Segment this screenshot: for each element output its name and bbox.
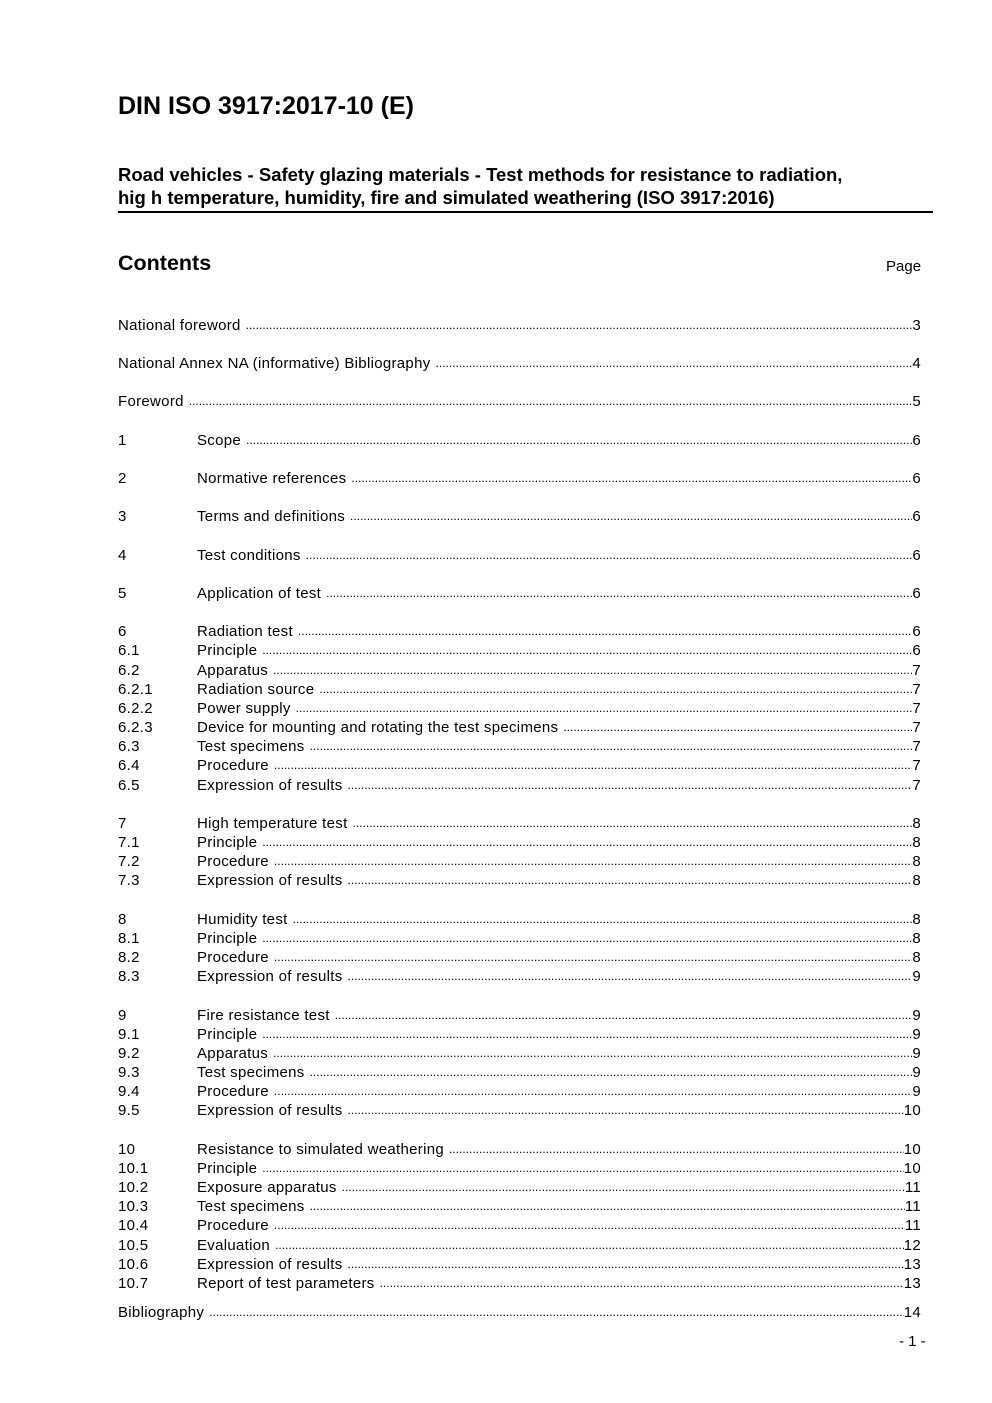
toc-entry-title: Test specimens: [197, 738, 305, 755]
toc-entry-page: 6: [912, 623, 921, 640]
toc-entry[interactable]: [118, 1044, 921, 1063]
toc-entry-title: Exposure apparatus: [197, 1179, 337, 1196]
toc-entry-page: 9: [912, 1007, 921, 1024]
toc-dot-leader: [189, 392, 913, 411]
toc-entry[interactable]: [118, 756, 921, 775]
toc-entry[interactable]: [118, 776, 921, 795]
toc-entry-page: 7: [912, 662, 921, 679]
toc-entry[interactable]: [118, 1274, 921, 1293]
toc-entry-title: Normative references: [197, 470, 347, 487]
toc-dot-leader: [348, 1101, 904, 1120]
toc-entry-page: 9: [912, 1026, 921, 1043]
toc-entry-page: 12: [903, 1237, 921, 1254]
toc-dot-leader: [274, 1216, 905, 1235]
toc-entry-number: 8.3: [118, 968, 140, 985]
toc-entry-number: 10.2: [118, 1179, 149, 1196]
toc-entry-page: 6: [912, 432, 921, 449]
toc-entry-page: 3: [912, 317, 921, 334]
toc-entry-page: 6: [912, 642, 921, 659]
toc-dot-leader: [319, 680, 912, 699]
toc-entry-title: High temperature test: [197, 815, 348, 832]
toc-entry-title: Expression of results: [197, 872, 343, 889]
toc-entry[interactable]: [118, 871, 921, 890]
toc-entry-page: 6: [912, 470, 921, 487]
toc-entry-title: Foreword: [118, 393, 184, 410]
toc-entry[interactable]: [118, 699, 921, 718]
toc-dot-leader: [274, 756, 912, 775]
toc-entry-number: 5: [118, 585, 127, 602]
toc-entry-number: 9.5: [118, 1102, 140, 1119]
toc-entry-title: Procedure: [197, 1217, 269, 1234]
toc-entry[interactable]: [118, 1255, 921, 1274]
toc-entry-title: National foreword: [118, 317, 241, 334]
toc-dot-leader: [246, 431, 912, 450]
toc-dot-leader: [306, 546, 913, 565]
toc-dot-leader: [209, 1303, 904, 1322]
toc-dot-leader: [275, 1236, 904, 1255]
toc-dot-leader: [273, 661, 912, 680]
toc-entry[interactable]: [118, 852, 921, 871]
toc-entry[interactable]: [118, 910, 921, 929]
toc-entry-number: 6: [118, 623, 127, 640]
toc-entry-number: 6.4: [118, 757, 140, 774]
toc-entry[interactable]: [118, 546, 921, 565]
toc-entry-page: 6: [912, 547, 921, 564]
toc-entry-page: 4: [912, 355, 921, 372]
toc-entry-page: 8: [912, 853, 921, 870]
toc-entry-title: Scope: [197, 432, 242, 449]
toc-entry[interactable]: [118, 833, 921, 852]
toc-dot-leader: [350, 507, 912, 526]
toc-entry-page: 14: [903, 1304, 921, 1321]
toc-entry-title: Procedure: [197, 1083, 269, 1100]
toc-entry-number: 6.3: [118, 738, 140, 755]
toc-entry-title: Expression of results: [197, 1102, 343, 1119]
toc-entry-page: 6: [912, 585, 921, 602]
toc-entry-title: Resistance to simulated weathering: [197, 1141, 444, 1158]
toc-entry-number: 6.2.1: [118, 681, 153, 698]
toc-entry-number: 10.3: [118, 1198, 149, 1215]
toc-entry-page: 8: [912, 930, 921, 947]
toc-entry[interactable]: [118, 316, 921, 335]
toc-entry[interactable]: [118, 641, 921, 660]
toc-entry-page: 8: [912, 834, 921, 851]
contents-heading: Contents: [118, 251, 212, 275]
toc-entry[interactable]: [118, 1082, 921, 1101]
toc-entry-number: 3: [118, 508, 127, 525]
toc-entry-number: 8.2: [118, 949, 140, 966]
toc-entry-number: 10.1: [118, 1160, 149, 1177]
toc-entry[interactable]: [118, 1101, 921, 1120]
toc-entry-title: Apparatus: [197, 662, 269, 679]
toc-dot-leader: [293, 910, 913, 929]
toc-entry[interactable]: [118, 814, 921, 833]
toc-entry[interactable]: [118, 737, 921, 756]
toc-entry[interactable]: [118, 718, 921, 737]
toc-entry-title: Fire resistance test: [197, 1007, 330, 1024]
toc-dot-leader: [262, 641, 912, 660]
toc-entry-number: 9: [118, 1007, 127, 1024]
toc-entry-page: 8: [912, 911, 921, 928]
toc-entry-title: Device for mounting and rotating the test specimens: [197, 719, 559, 736]
toc-dot-leader: [310, 737, 913, 756]
toc-entry-number: 9.4: [118, 1083, 140, 1100]
toc-entry-page: 7: [912, 777, 921, 794]
toc-entry-title: Test conditions: [197, 547, 301, 564]
toc-dot-leader: [262, 1159, 903, 1178]
toc-entry-title: Application of test: [197, 585, 322, 602]
toc-entry[interactable]: [118, 967, 921, 986]
toc-dot-leader: [563, 718, 912, 737]
toc-entry-title: Apparatus: [197, 1045, 269, 1062]
toc-entry-page: 9: [912, 1064, 921, 1081]
toc-dot-leader: [348, 871, 913, 890]
toc-entry-number: 6.2.3: [118, 719, 153, 736]
toc-entry-page: 11: [904, 1217, 921, 1234]
toc-entry[interactable]: [118, 1178, 921, 1197]
toc-entry-page: 7: [912, 700, 921, 717]
page-number: - 1 -: [899, 1333, 926, 1350]
toc-entry-page: 7: [912, 719, 921, 736]
toc-entry[interactable]: [118, 1236, 921, 1255]
toc-entry-page: 7: [912, 738, 921, 755]
toc-entry-number: 10.7: [118, 1275, 149, 1292]
toc-dot-leader: [380, 1274, 904, 1293]
toc-entry[interactable]: [118, 622, 921, 641]
toc-dot-leader: [274, 1082, 912, 1101]
toc-entry-title: Test specimens: [197, 1064, 305, 1081]
toc-entry[interactable]: [118, 1303, 921, 1322]
toc-entry-page: 8: [912, 815, 921, 832]
toc-entry-number: 7.1: [118, 834, 140, 851]
toc-entry-page: 11: [904, 1198, 921, 1215]
toc-entry-page: 10: [903, 1160, 921, 1177]
toc-entry-title: Procedure: [197, 949, 269, 966]
toc-entry-title: Principle: [197, 1026, 258, 1043]
toc-entry[interactable]: [118, 392, 921, 411]
toc-entry-title: Principle: [197, 930, 258, 947]
toc-entry[interactable]: [118, 680, 921, 699]
toc-dot-leader: [348, 1255, 904, 1274]
toc-dot-leader: [296, 699, 913, 718]
toc-entry-number: 7.3: [118, 872, 140, 889]
toc-entry[interactable]: [118, 354, 921, 373]
toc-dot-leader: [246, 316, 913, 335]
toc-entry-title: Principle: [197, 1160, 258, 1177]
toc-entry-title: National Annex NA (informative) Bibliography: [118, 355, 431, 372]
toc-entry-title: Procedure: [197, 853, 269, 870]
toc-dot-leader: [335, 1006, 913, 1025]
toc-entry-number: 9.2: [118, 1045, 140, 1062]
document-id: DIN ISO 3917:2017-10 (E): [118, 92, 414, 120]
toc-entry-page: 10: [903, 1141, 921, 1158]
toc-entry-page: 9: [912, 1083, 921, 1100]
toc-entry-title: Radiation source: [197, 681, 315, 698]
toc-entry-number: 8.1: [118, 930, 140, 947]
toc-dot-leader: [298, 622, 912, 641]
toc-entry[interactable]: [118, 1006, 921, 1025]
toc-entry[interactable]: [118, 469, 921, 488]
toc-entry[interactable]: [118, 431, 921, 450]
toc-entry[interactable]: [118, 584, 921, 603]
toc-entry[interactable]: [118, 1216, 921, 1235]
toc-entry-title: Expression of results: [197, 777, 343, 794]
toc-entry-number: 6.5: [118, 777, 140, 794]
subtitle-line-2: hig h temperature, humidity, fire and simulated weathering (ISO 3917:2016): [118, 187, 775, 208]
toc-dot-leader: [342, 1178, 905, 1197]
toc-dot-leader: [449, 1140, 904, 1159]
toc-dot-leader: [353, 814, 913, 833]
toc-entry-page: 7: [912, 757, 921, 774]
toc-entry-page: 10: [903, 1102, 921, 1119]
toc-entry[interactable]: [118, 948, 921, 967]
toc-dot-leader: [273, 1044, 912, 1063]
toc-entry-title: Bibliography: [118, 1304, 205, 1321]
toc-entry-number: 7.2: [118, 853, 140, 870]
toc-entry[interactable]: [118, 661, 921, 680]
toc-entry-title: Radiation test: [197, 623, 293, 640]
toc-dot-leader: [436, 354, 913, 373]
toc-entry-page: 9: [912, 968, 921, 985]
toc-dot-leader: [326, 584, 912, 603]
toc-dot-leader: [348, 967, 913, 986]
toc-entry[interactable]: [118, 1159, 921, 1178]
toc-dot-leader: [262, 929, 912, 948]
toc-entry-title: Test specimens: [197, 1198, 305, 1215]
toc-entry[interactable]: [118, 1197, 921, 1216]
toc-dot-leader: [310, 1197, 905, 1216]
toc-entry-number: 10: [118, 1141, 136, 1158]
toc-entry[interactable]: [118, 507, 921, 526]
toc-entry-title: Expression of results: [197, 968, 343, 985]
toc-dot-leader: [262, 833, 912, 852]
toc-dot-leader: [274, 852, 912, 871]
toc-entry[interactable]: [118, 929, 921, 948]
toc-entry[interactable]: [118, 1063, 921, 1082]
toc-entry[interactable]: [118, 1140, 921, 1159]
toc-entry-number: 1: [118, 432, 127, 449]
toc-entry-title: Principle: [197, 834, 258, 851]
toc-dot-leader: [351, 469, 912, 488]
toc-entry-page: 8: [912, 872, 921, 889]
toc-entry-title: Principle: [197, 642, 258, 659]
toc-entry-number: 2: [118, 470, 127, 487]
toc-entry-title: Humidity test: [197, 911, 288, 928]
toc-entry-title: Power supply: [197, 700, 291, 717]
toc-entry[interactable]: [118, 1025, 921, 1044]
toc-dot-leader: [274, 948, 912, 967]
toc-dot-leader: [348, 776, 913, 795]
document-subtitle: [118, 163, 933, 213]
toc-entry-number: 10.6: [118, 1256, 149, 1273]
toc-entry-page: 6: [912, 508, 921, 525]
toc-entry-page: 5: [912, 393, 921, 410]
toc-entry-number: 4: [118, 547, 127, 564]
subtitle-line-1: Road vehicles - Safety glazing materials - Test methods for resistance to radiation,: [118, 164, 843, 185]
page-column-heading: Page: [886, 258, 922, 275]
toc-entry-title: Expression of results: [197, 1256, 343, 1273]
toc-entry-number: 9.3: [118, 1064, 140, 1081]
toc-entry-page: 7: [912, 681, 921, 698]
toc-entry-page: 8: [912, 949, 921, 966]
toc-entry-page: 11: [904, 1179, 921, 1196]
toc-entry-number: 10.5: [118, 1237, 149, 1254]
toc-entry-number: 8: [118, 911, 127, 928]
toc-entry-title: Evaluation: [197, 1237, 271, 1254]
toc-entry-number: 7: [118, 815, 127, 832]
toc-entry-title: Terms and definitions: [197, 508, 346, 525]
toc-entry-number: 6.2: [118, 662, 140, 679]
toc-entry-number: 9.1: [118, 1026, 140, 1043]
toc-dot-leader: [262, 1025, 912, 1044]
toc-entry-title: Report of test parameters: [197, 1275, 375, 1292]
toc-entry-page: 13: [903, 1275, 921, 1292]
toc-entry-title: Procedure: [197, 757, 269, 774]
toc-entry-number: 10.4: [118, 1217, 149, 1234]
toc-entry-number: 6.1: [118, 642, 140, 659]
toc-entry-page: 13: [903, 1256, 921, 1273]
toc-entry-page: 9: [912, 1045, 921, 1062]
toc-entry-number: 6.2.2: [118, 700, 153, 717]
toc-dot-leader: [310, 1063, 913, 1082]
